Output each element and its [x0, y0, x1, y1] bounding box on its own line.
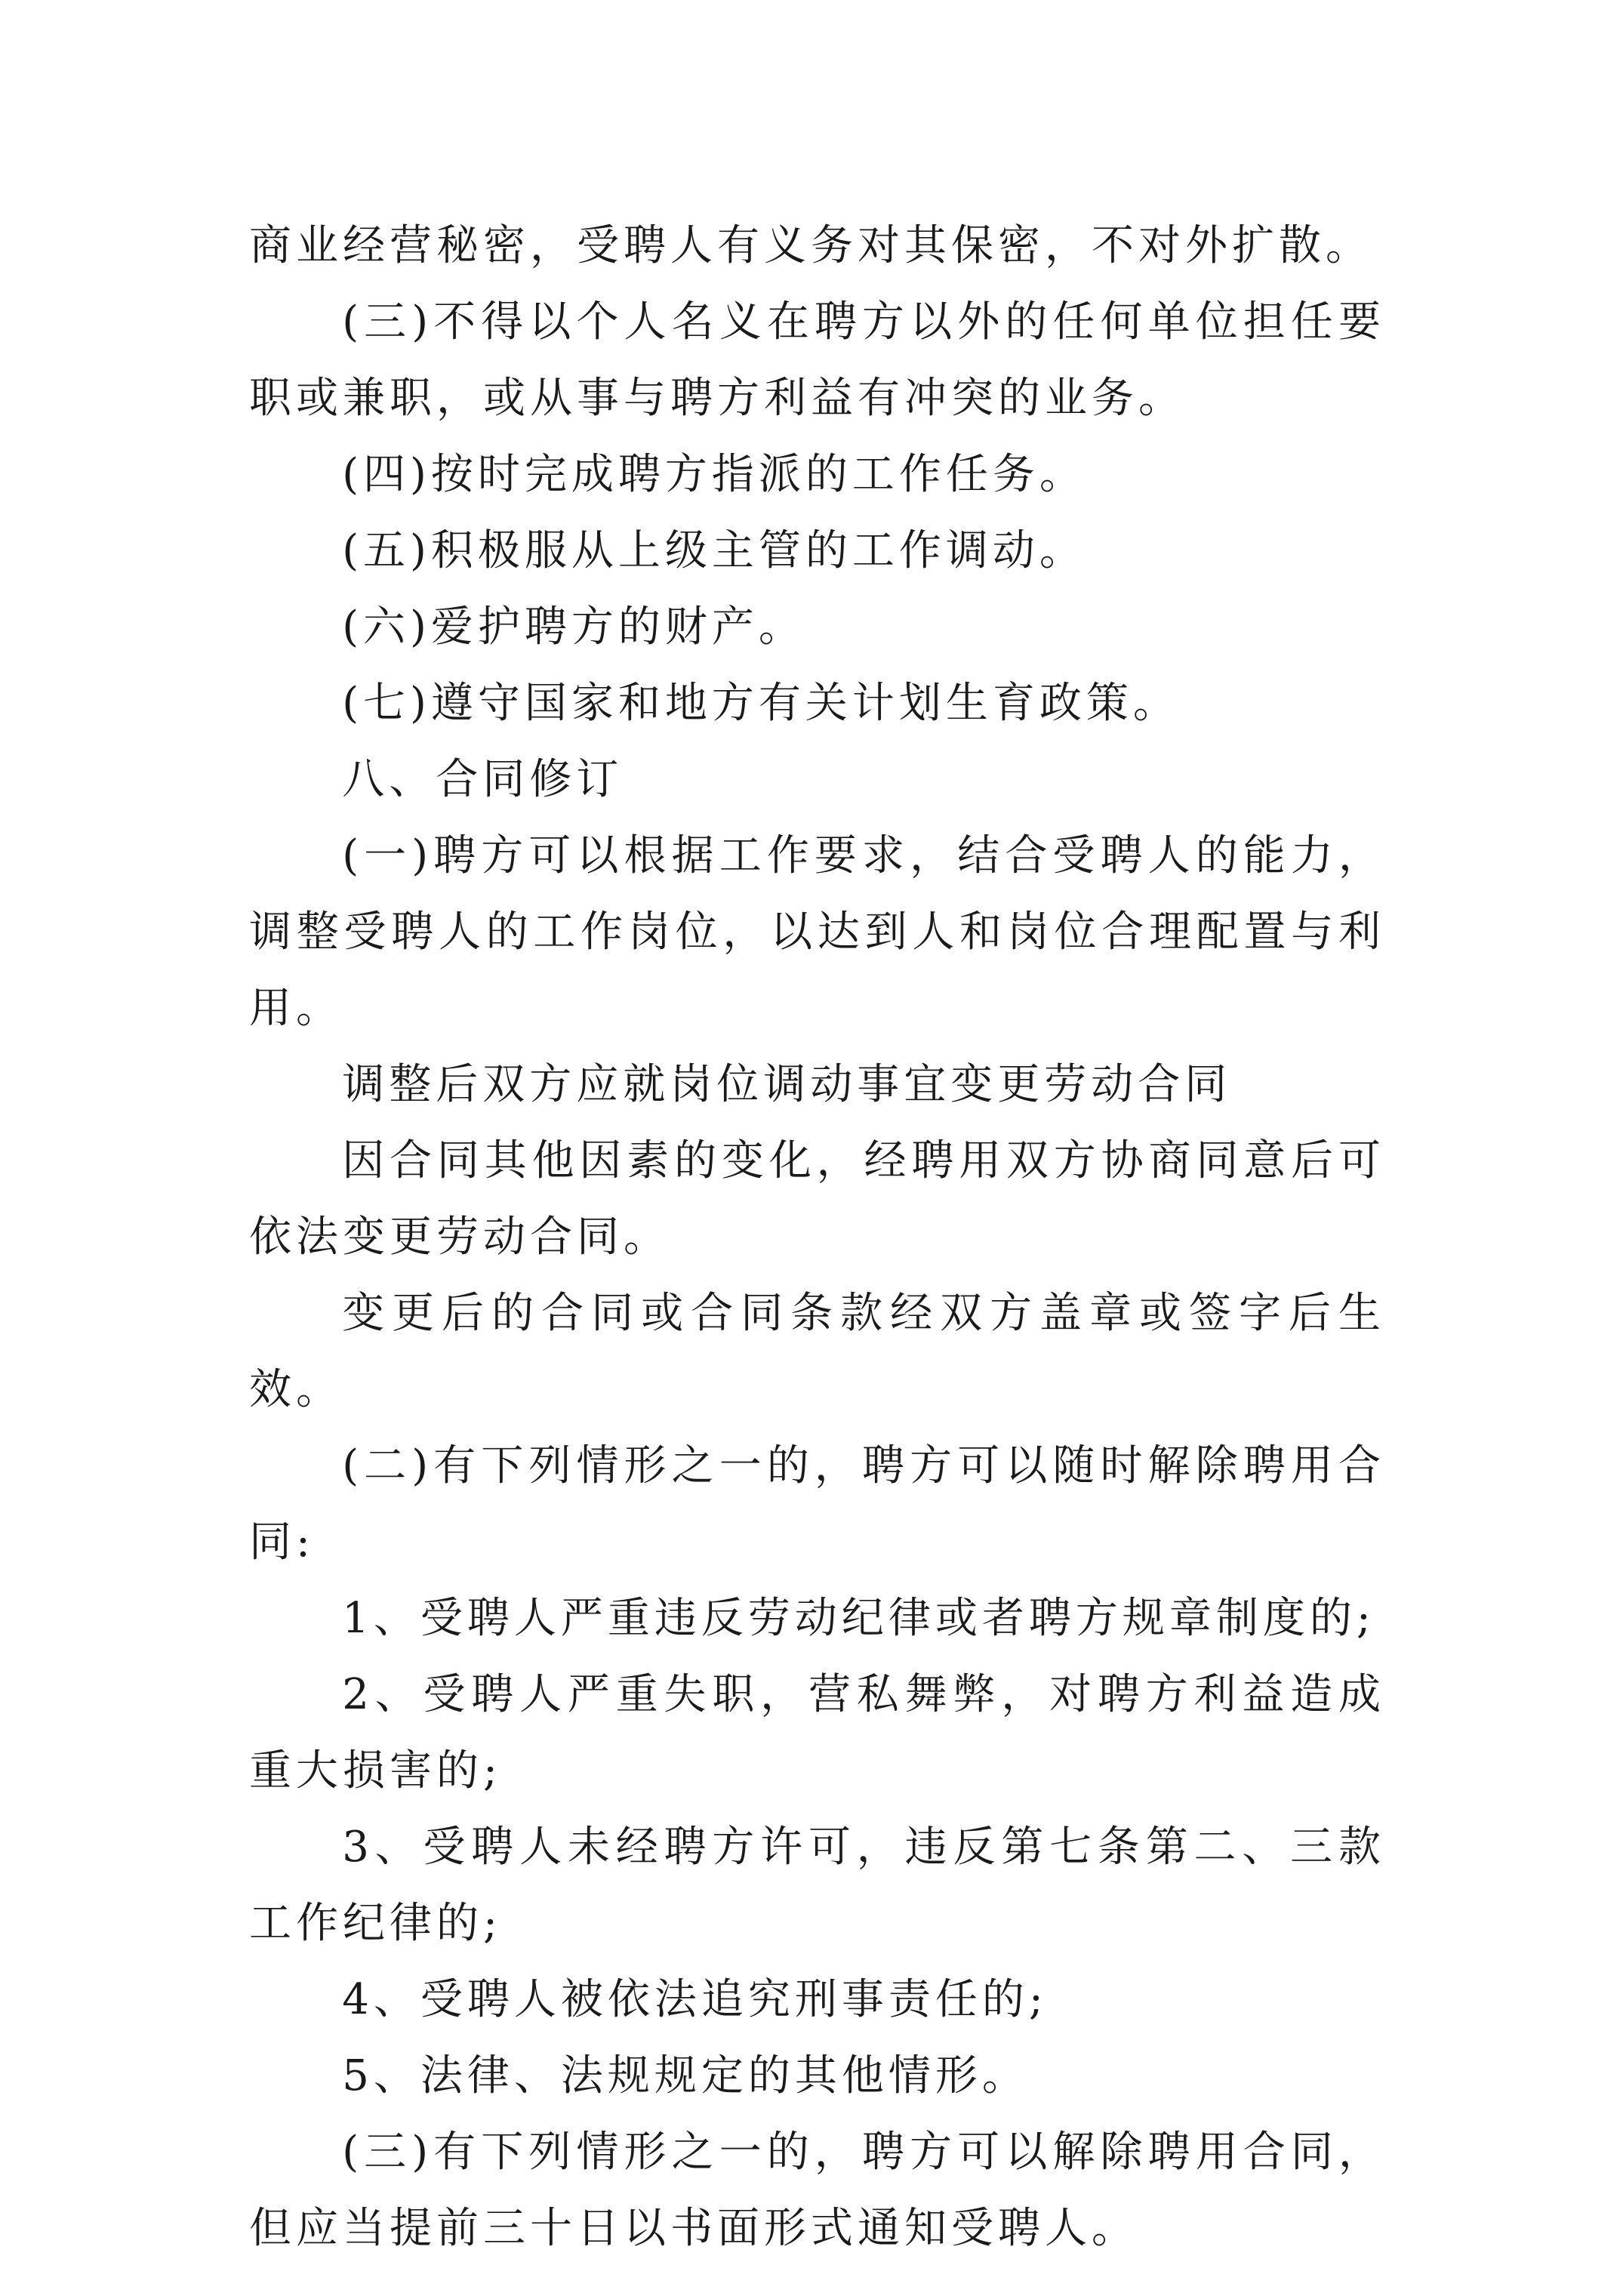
- paragraph: (三)有下列情形之一的，聘方可以解除聘用合同，但应当提前三十日以书面形式通知受聘人。: [249, 2128, 1385, 2253]
- section-heading: 八、合同修订: [342, 755, 624, 804]
- document-body: [249, 208, 1385, 2267]
- list-item: 4、受聘人被依法追究刑事责任的;: [342, 1975, 1048, 2024]
- paragraph: (二)有下列情形之一的，聘方可以随时解除聘用合同:: [249, 1441, 1385, 1567]
- paragraph: (五)积极服从上级主管的工作调动。: [342, 526, 1086, 575]
- paragraph: 变更后的合同或合同条款经双方盖章或签字后生效。: [249, 1289, 1385, 1414]
- paragraph: 调整后双方应就岗位调动事宜变更劳动合同: [342, 1060, 1232, 1109]
- paragraph: (四)按时完成聘方指派的工作任务。: [342, 450, 1086, 499]
- list-item: 5、法律、法规规定的其他情形。: [342, 2051, 1029, 2100]
- list-item: 1、受聘人严重违反劳动纪律或者聘方规章制度的;: [342, 1594, 1375, 1643]
- paragraph: (六)爱护聘方的财产。: [342, 603, 805, 652]
- list-item: 3、受聘人未经聘方许可，违反第七条第二、三款工作纪律的;: [249, 1823, 1385, 1948]
- paragraph: (七)遵守国家和地方有关计划生育政策。: [342, 679, 1180, 728]
- paragraph: 因合同其他因素的变化，经聘用双方协商同意后可依法变更劳动合同。: [249, 1136, 1385, 1262]
- list-item: 2、受聘人严重失职，营私舞弊，对聘方利益造成重大损害的;: [249, 1670, 1385, 1795]
- paragraph: (三)不得以个人名义在聘方以外的任何单位担任要职或兼职，或从事与聘方利益有冲突的业务。: [249, 297, 1385, 423]
- paragraph: (一)聘方可以根据工作要求，结合受聘人的能力，调整受聘人的工作岗位，以达到人和岗位合理配置与利用。: [249, 831, 1385, 1033]
- paragraph: 商业经营秘密，受聘人有义务对其保密，不对外扩散。: [249, 221, 1372, 270]
